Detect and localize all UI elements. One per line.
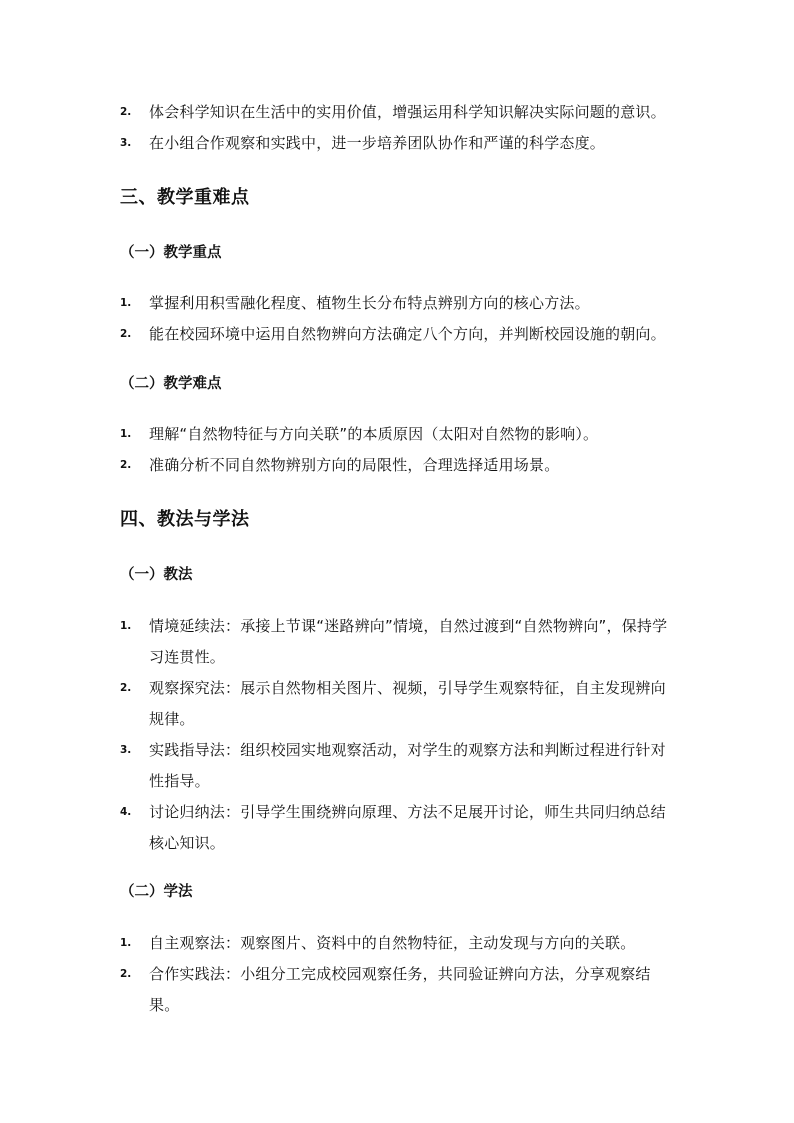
- list-text: 在小组合作观察和实践中，进一步培养团队协作和严谨的科学态度。: [149, 134, 606, 152]
- list-number: 4.: [120, 806, 132, 818]
- section-heading: 三、教学重难点: [120, 187, 250, 208]
- list-number: 2.: [120, 459, 132, 471]
- list-text: 自主观察法：观察图片、资料中的自然物特征，主动发现与方向的关联。: [149, 934, 636, 952]
- list-item: [120, 128, 680, 159]
- list-item: [120, 419, 680, 450]
- list-item: [120, 735, 680, 797]
- subsection-heading: （二）学法: [120, 884, 193, 900]
- list-number: 3.: [120, 137, 132, 149]
- list-number: 2.: [120, 682, 132, 694]
- list-item: [120, 611, 680, 673]
- list-item: [120, 288, 680, 319]
- list-text: 合作实践法：小组分工完成校园观察任务，共同验证辨向方法，分享观察结果。: [149, 965, 651, 1014]
- subsection-heading: （一）教学重点: [120, 245, 222, 261]
- list-text: 理解“自然物特征与方向关联”的本质原因（太阳对自然物的影响）。: [149, 425, 599, 443]
- list-item: [120, 97, 680, 128]
- list-item: [120, 797, 680, 859]
- list-text: 观察探究法：展示自然物相关图片、视频，引导学生观察特征，自主发现辨向规律。: [149, 679, 666, 728]
- list-text: 体会科学知识在生活中的实用价值，增强运用科学知识解决实际问题的意识。: [149, 103, 666, 121]
- list-number: 1.: [120, 297, 132, 309]
- list-item: [120, 450, 680, 481]
- list-number: 2.: [120, 328, 132, 340]
- list-number: 2.: [120, 106, 132, 118]
- list-number: 1.: [120, 428, 132, 440]
- list-item: [120, 319, 680, 350]
- list-number: 3.: [120, 744, 132, 756]
- subsection-heading: （二）教学难点: [120, 376, 222, 392]
- list-text: 实践指导法：组织校园实地观察活动，对学生的观察方法和判断过程进行针对性指导。: [149, 741, 666, 790]
- list-text: 情境延续法：承接上节课“迷路辨向”情境，自然过渡到“自然物辨向”，保持学习连贯性。: [149, 617, 668, 666]
- list-text: 能在校园环境中运用自然物辨向方法确定八个方向，并判断校园设施的朝向。: [149, 325, 666, 343]
- section-heading: 四、教法与学法: [120, 509, 250, 530]
- list-item: [120, 959, 680, 1021]
- subsection-heading: （一）教法: [120, 567, 193, 583]
- list-item: [120, 673, 680, 735]
- list-text: 准确分析不同自然物辨别方向的局限性，合理选择适用场景。: [149, 456, 560, 474]
- list-text: 讨论归纳法：引导学生围绕辨向原理、方法不足展开讨论，师生共同归纳总结核心知识。: [149, 803, 666, 852]
- list-item: [120, 928, 680, 959]
- list-number: 2.: [120, 968, 132, 980]
- list-number: 1.: [120, 620, 132, 632]
- list-text: 掌握利用积雪融化程度、植物生长分布特点辨别方向的核心方法。: [149, 294, 590, 312]
- list-number: 1.: [120, 937, 132, 949]
